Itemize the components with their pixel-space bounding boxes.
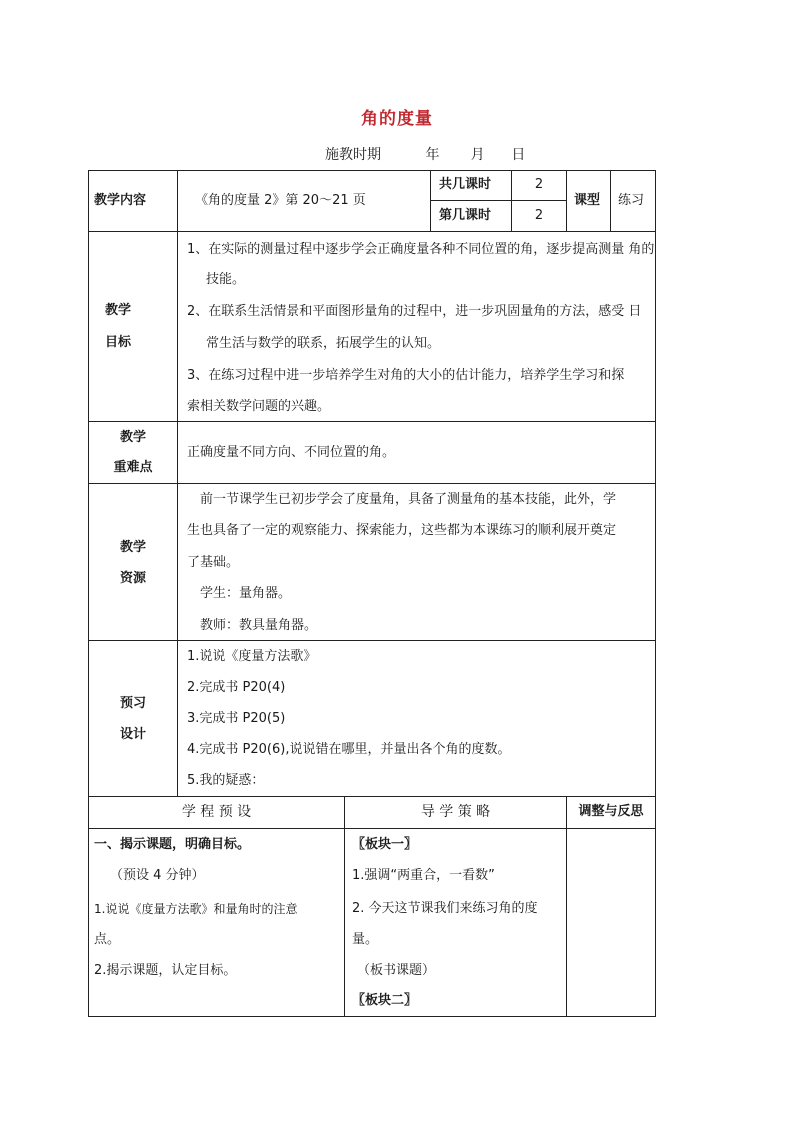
strategy-line-1: 1.强调“两重合，一看数” [352, 868, 495, 883]
key-points-label-2: 重难点 [113, 460, 153, 475]
key-points-text: 正确度量不同方向、不同位置的角。 [187, 445, 396, 460]
key-points-label-1: 教学 [119, 430, 146, 445]
column-header-reflection: 调整与反思 [578, 804, 644, 819]
goal-line-6: 索相关数学问题的兴趣。 [187, 399, 331, 414]
resources-label-1: 教学 [119, 540, 146, 555]
preview-label-1: 预习 [119, 696, 146, 711]
lesson-number-value: 2 [534, 208, 544, 223]
plan-item-1-line-2: 点。 [94, 932, 121, 947]
resources-line-3: 了基础。 [187, 555, 240, 570]
plan-item-1-line-1: 1.说说《度量方法歌》和量角时的注意 [94, 902, 298, 916]
goal-line-4: 常生活与数学的联系，拓展学生的认知。 [206, 336, 441, 351]
goal-line-3: 2、在联系生活情景和平面图形量角的过程中，进一步巩固量角的方法，感受 日 [187, 304, 642, 319]
resources-line-1: 前一节课学生已初步学会了度量角，具备了测量角的基本技能，此外，学 [200, 492, 617, 507]
strategy-block-2: 〖板块二〗 [352, 993, 418, 1008]
goals-label-2: 目标 [105, 335, 132, 350]
total-hours-value: 2 [534, 177, 544, 192]
goal-line-2: 技能。 [206, 272, 246, 287]
content-value: 《角的度量 2》第 20～21 页 [195, 193, 366, 208]
preview-item: 3.完成书 P20(5) [187, 711, 286, 726]
resources-line-2: 生也具备了一定的观察能力、探索能力，这些都为本课练习的顺利展开奠定 [187, 523, 617, 538]
strategy-line-3: 量。 [352, 932, 379, 947]
goal-line-1: 1、在实际的测量过程中逐步学会正确度量各种不同位置的角，逐步提高测量 角的 [187, 242, 655, 257]
preview-item: 1.说说《度量方法歌》 [187, 649, 317, 664]
strategy-block-1: 〖板块一〗 [352, 837, 418, 852]
preview-item: 5.我的疑惑： [187, 773, 265, 788]
page-title: 角的度量 [361, 109, 433, 129]
teach-time-line: 施教时期 年 月 日 [325, 147, 526, 163]
resources-line-4: 学生：量角器。 [200, 586, 292, 601]
total-hours-label: 共几课时 [439, 177, 492, 192]
resources-label-2: 资源 [119, 571, 146, 586]
plan-heading: 一、揭示课题，明确目标。 [94, 837, 251, 852]
lesson-type-value: 练习 [618, 193, 645, 208]
preview-label-2: 设计 [119, 727, 146, 742]
strategy-line-2: 2. 今天这节课我们来练习角的度 [352, 901, 538, 916]
lesson-number-label: 第几课时 [439, 208, 492, 223]
resources-line-5: 教师：教具量角器。 [200, 618, 318, 633]
preview-item: 4.完成书 P20(6),说说错在哪里，并量出各个角的度数。 [187, 742, 511, 757]
preview-item: 2.完成书 P20(4) [187, 680, 286, 695]
lesson-type-label: 课型 [574, 193, 601, 208]
goal-line-5: 3、在练习过程中进一步培养学生对角的大小的估计能力，培养学生学习和探 [187, 368, 625, 383]
goals-label-1: 教学 [105, 303, 132, 318]
strategy-line-4: （板书课题） [357, 963, 436, 978]
column-header-strategy: 导 学 策 略 [420, 804, 491, 820]
plan-item-2: 2.揭示课题，认定目标。 [94, 963, 237, 978]
plan-preset-time: （预设 4 分钟） [110, 868, 205, 883]
column-header-plan: 学 程 预 设 [181, 804, 252, 820]
content-label: 教学内容 [94, 193, 147, 208]
